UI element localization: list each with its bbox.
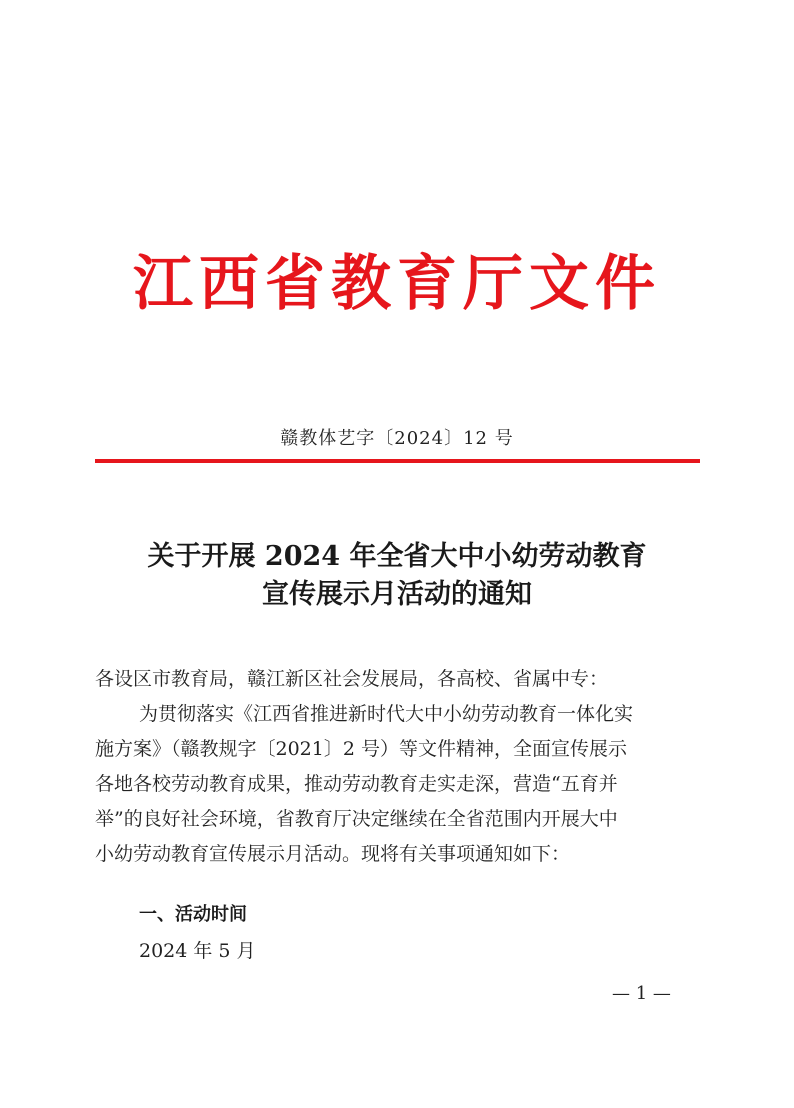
paragraph-line: 举”的良好社会环境，省教育厅决定继续在全省范围内开展大中	[95, 808, 618, 830]
document-body	[95, 662, 705, 872]
document-title-line-1: 关于开展 2024 年全省大中小幼劳动教育	[147, 541, 647, 572]
section-heading: 一、活动时间	[139, 904, 247, 925]
section-text: 2024 年 5 月	[139, 940, 256, 962]
issuing-authority-header: 江西省教育厅文件	[133, 249, 661, 319]
red-divider-line	[95, 459, 700, 463]
salutation: 各设区市教育局，赣江新区社会发展局，各高校、省属中专：	[95, 668, 609, 690]
paragraph-line: 小幼劳动教育宣传展示月活动。现将有关事项通知如下：	[95, 843, 571, 865]
paragraph-line: 为贯彻落实《江西省推进新时代大中小幼劳动教育一体化实	[139, 703, 634, 725]
document-title	[0, 538, 794, 614]
paragraph-line: 施方案》（赣教规字〔2021〕2 号）等文件精神，全面宣传展示	[95, 738, 627, 760]
document-number: 赣教体艺字〔2024〕12 号	[280, 428, 514, 449]
document-title-line-2: 宣传展示月活动的通知	[262, 579, 532, 610]
paragraph-line: 各地各校劳动教育成果，推动劳动教育走实走深，营造“五育并	[95, 773, 618, 795]
page-number: — 1 —	[612, 983, 671, 1004]
